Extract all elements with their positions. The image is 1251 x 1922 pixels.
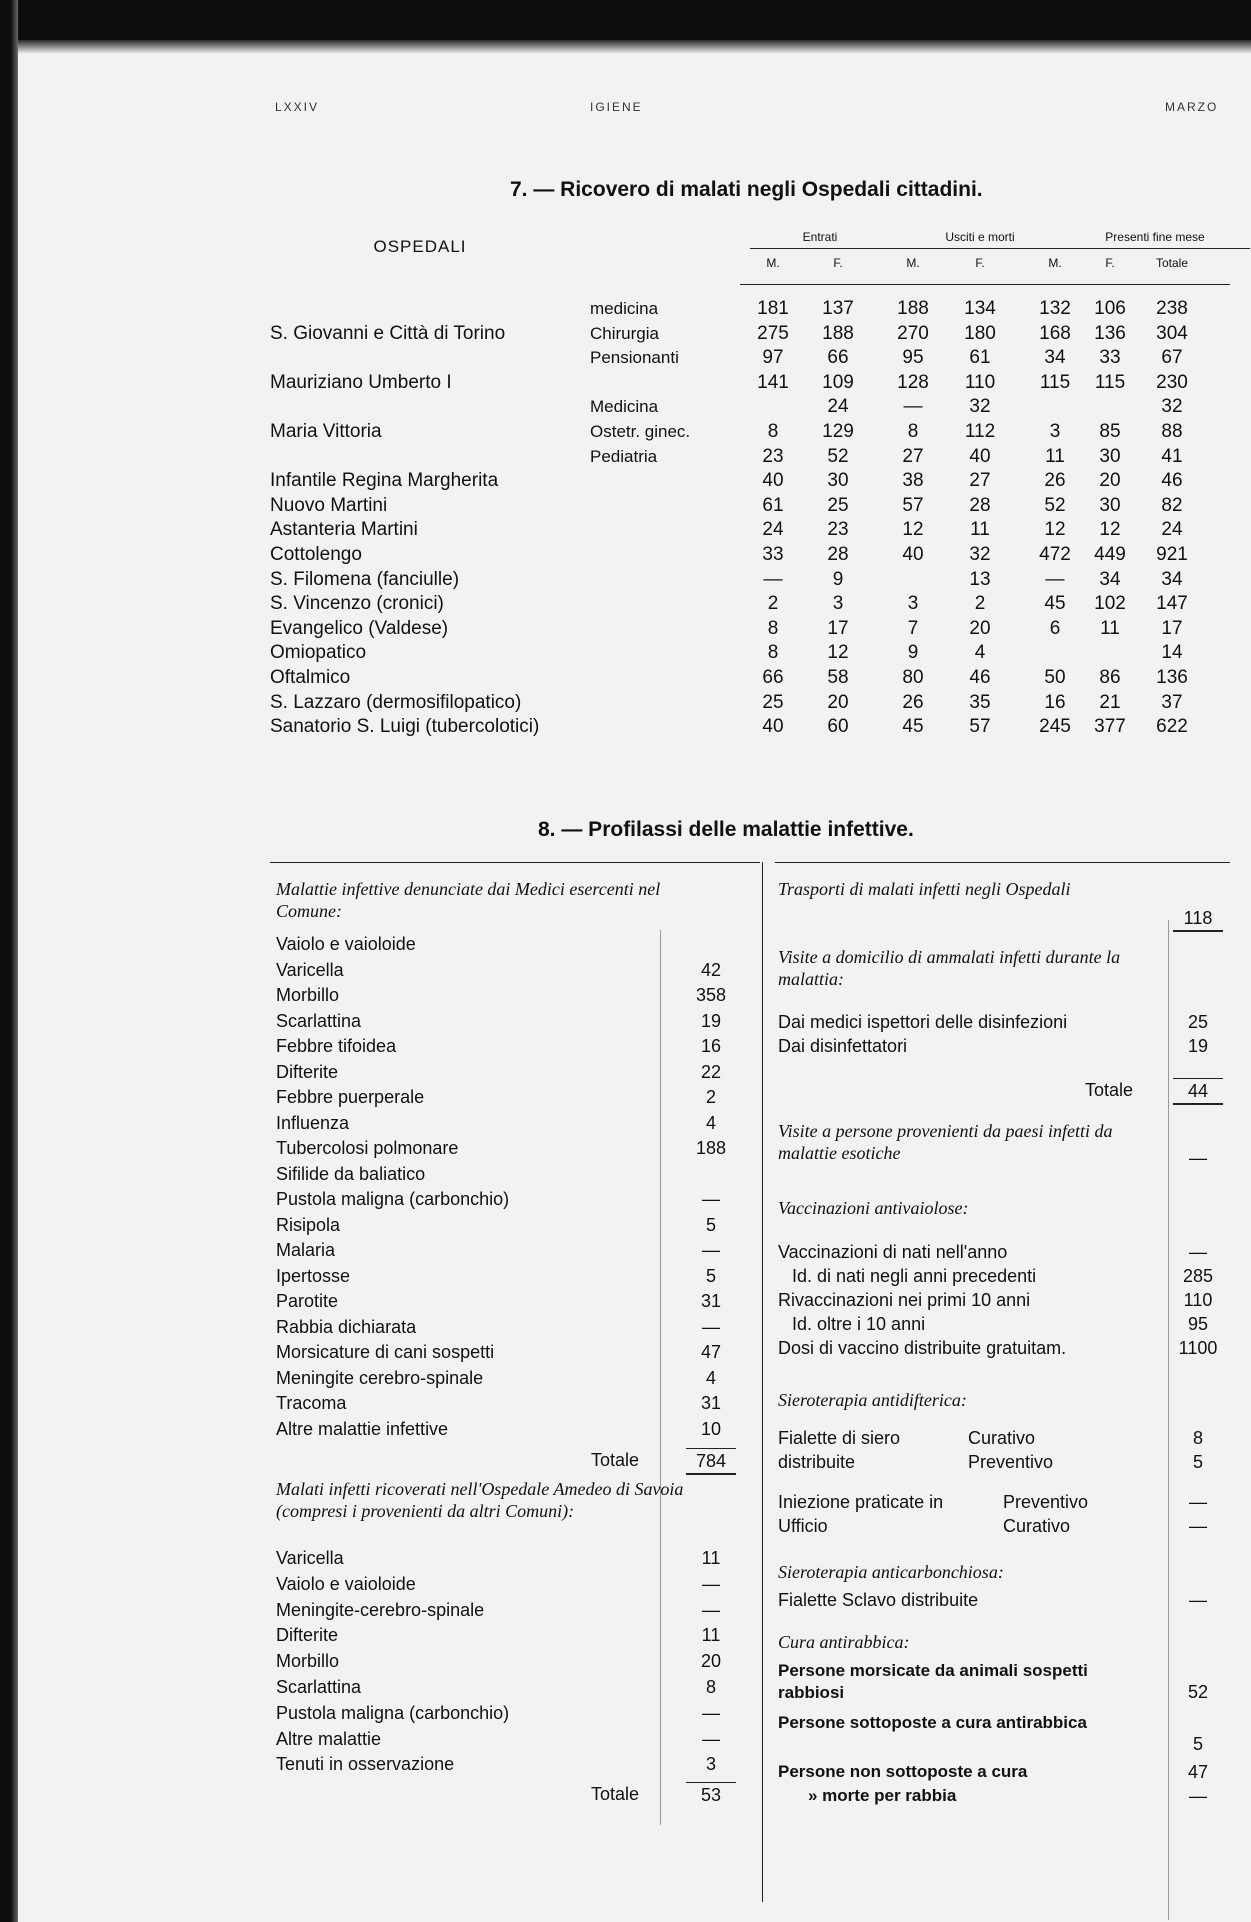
rabb1-label: Persone morsicate da animali sospetti rabbiosi bbox=[778, 1661, 1088, 1702]
hospital-cell: 40 bbox=[902, 544, 924, 565]
hospital-cell: 106 bbox=[1094, 298, 1126, 319]
hospital-row bbox=[270, 296, 1230, 321]
hospital-cell: 60 bbox=[827, 716, 849, 738]
hospital-cell: 25 bbox=[827, 494, 849, 516]
disease-value: 42 bbox=[700, 959, 722, 980]
hospital-cell: 35 bbox=[969, 691, 991, 713]
disease-label: Meningite-cerebro-spinale bbox=[276, 1599, 485, 1620]
disease-label: Morsicature di cani sospetti bbox=[276, 1342, 495, 1362]
hospital-cell: 45 bbox=[1044, 593, 1066, 615]
hospital-cell: 41 bbox=[1161, 445, 1183, 467]
sub-m-3: M. bbox=[1048, 256, 1062, 270]
hospital-cell: 52 bbox=[827, 445, 849, 467]
disease-value: — bbox=[702, 1728, 720, 1749]
hospital-cell: 95 bbox=[902, 347, 924, 369]
disease-label: Ipertosse bbox=[276, 1265, 351, 1286]
hospital-row bbox=[270, 640, 1230, 665]
hospital-cell: 275 bbox=[757, 322, 789, 344]
hospital-cell: 32 bbox=[969, 544, 991, 565]
inj-prev-label: Preventivo bbox=[1003, 1492, 1089, 1512]
total1-label: Totale bbox=[591, 1450, 640, 1470]
vacc4-value: 95 bbox=[1187, 1314, 1209, 1334]
hospital-cell: 230 bbox=[1156, 371, 1188, 393]
hospital-row bbox=[270, 517, 1230, 542]
curativo-label: Curativo bbox=[968, 1428, 1036, 1448]
disease-label: Tenuti in osservazione bbox=[276, 1754, 455, 1775]
disease-value: 188 bbox=[695, 1138, 727, 1158]
preventivo-label: Preventivo bbox=[968, 1452, 1054, 1472]
hospital-cell: 12 bbox=[1099, 519, 1121, 541]
disease-label: Febbre tifoidea bbox=[276, 1036, 397, 1056]
sub-m-2: M. bbox=[906, 256, 920, 270]
hospital-cell: 34 bbox=[1099, 568, 1121, 590]
vacc5-label: Dosi di vaccino distribuite gratuitam. bbox=[778, 1338, 1067, 1358]
hospital-cell: 188 bbox=[822, 322, 854, 344]
hospital-cell: 14 bbox=[1161, 642, 1183, 664]
disease-label: Varicella bbox=[276, 959, 344, 980]
hospital-name: Omiopatico bbox=[270, 642, 367, 664]
vacc1-label: Vaccinazioni di nati nell'anno bbox=[778, 1242, 1008, 1262]
disease-value: 10 bbox=[700, 1418, 722, 1439]
hospital-cell: 168 bbox=[1039, 322, 1071, 344]
hospital-cell: 61 bbox=[969, 347, 991, 369]
hospital-cell: 3 bbox=[832, 593, 844, 615]
hospital-cell: 102 bbox=[1094, 593, 1126, 615]
hospital-cell: 2 bbox=[767, 593, 779, 615]
hospital-cell: 58 bbox=[827, 667, 849, 688]
disease-label: Altre malattie infettive bbox=[276, 1418, 449, 1439]
hospital-cell: 66 bbox=[762, 667, 784, 688]
scan-left-border bbox=[0, 0, 18, 1922]
hospital-cell: 6 bbox=[1049, 617, 1061, 639]
hospital-cell: 24 bbox=[1161, 519, 1183, 541]
disease-label: Pustola maligna (carbonchio) bbox=[276, 1189, 510, 1209]
hospital-name: Infantile Regina Margherita bbox=[270, 470, 499, 492]
hospital-cell: 449 bbox=[1094, 544, 1126, 565]
group-presenti: Presenti fine mese bbox=[1105, 230, 1205, 244]
section7-title: 7. — Ricovero di malati negli Ospedali cittadini. bbox=[510, 178, 983, 201]
hospital-cell: 17 bbox=[1161, 617, 1183, 639]
disease-label: Tubercolosi polmonare bbox=[276, 1138, 459, 1158]
disease-value: 22 bbox=[700, 1061, 722, 1082]
rabb2-value: 5 bbox=[1192, 1734, 1203, 1754]
hospital-cell: 34 bbox=[1044, 347, 1066, 369]
disease-value: 3 bbox=[705, 1754, 716, 1775]
hospital-cell: 30 bbox=[827, 470, 849, 492]
hospital-cell: 147 bbox=[1156, 593, 1188, 615]
disease-label: Febbre puerperale bbox=[276, 1087, 425, 1107]
hospital-cell: 3 bbox=[1049, 421, 1061, 442]
hospital-cell: 11 bbox=[1045, 445, 1065, 467]
vacc1-value: — bbox=[1189, 1242, 1207, 1262]
hospital-name: Astanteria Martini bbox=[270, 519, 418, 541]
hospital-cell: 11 bbox=[970, 519, 990, 541]
disease-label: Altre malattie bbox=[276, 1728, 382, 1749]
disease-label: Difterite bbox=[276, 1061, 339, 1082]
hospital-row bbox=[270, 616, 1230, 641]
total2-value: 53 bbox=[686, 1782, 736, 1807]
hospital-ward: Ostetr. ginec. bbox=[590, 422, 691, 441]
disease-label: Malaria bbox=[276, 1240, 336, 1260]
hospital-cell: 27 bbox=[902, 445, 924, 467]
hospital-cell: 50 bbox=[1044, 667, 1066, 688]
carb-head: Sieroterapia anticarbonchiosa: bbox=[778, 1562, 1004, 1582]
hospital-cell: 27 bbox=[969, 470, 991, 492]
sub-f-2: F. bbox=[975, 256, 985, 270]
hospital-cell: 67 bbox=[1161, 347, 1183, 369]
vacc2-value: 285 bbox=[1182, 1266, 1214, 1286]
hospital-cell: 8 bbox=[767, 642, 779, 664]
disease-value: 16 bbox=[700, 1036, 722, 1056]
hospital-cell: 24 bbox=[827, 396, 849, 418]
hospital-cell: 30 bbox=[1099, 494, 1121, 516]
preventivo-value: 5 bbox=[1192, 1452, 1203, 1472]
disease-label: Meningite cerebro-spinale bbox=[276, 1367, 484, 1388]
vacc5-value: 1100 bbox=[1178, 1338, 1218, 1358]
hospital-cell: 40 bbox=[762, 470, 784, 492]
hospital-cell: 32 bbox=[969, 396, 991, 418]
disease-label: Pustola maligna (carbonchio) bbox=[276, 1702, 510, 1723]
hospital-cell: 12 bbox=[902, 519, 924, 541]
hospital-cell: 115 bbox=[1039, 371, 1071, 393]
disease-value: 19 bbox=[700, 1010, 722, 1031]
fialette-label: Fialette di siero distribuite bbox=[778, 1428, 901, 1472]
disease-label: Influenza bbox=[276, 1112, 350, 1133]
hospital-cell: 26 bbox=[1044, 470, 1066, 492]
disease-label: Sifilide da baliatico bbox=[276, 1163, 426, 1184]
disease-label: Scarlattina bbox=[276, 1677, 362, 1697]
hospital-cell: 33 bbox=[762, 544, 784, 565]
disease-value: 8 bbox=[705, 1677, 716, 1697]
trasporti-value: 118 bbox=[1173, 906, 1223, 932]
hospital-name: Oftalmico bbox=[270, 667, 351, 688]
hospital-cell: — bbox=[903, 396, 923, 418]
hospital-cell: 377 bbox=[1094, 716, 1126, 738]
hospital-cell: 28 bbox=[969, 494, 991, 516]
hospital-cell: 34 bbox=[1161, 568, 1183, 590]
hospital-row bbox=[270, 444, 1230, 469]
disease-label: Vaiolo e vaioloide bbox=[276, 1573, 416, 1594]
hospital-cell: 88 bbox=[1161, 421, 1183, 442]
hospital-cell: 110 bbox=[964, 371, 996, 393]
hospital-cell: 80 bbox=[902, 667, 924, 688]
hospital-cell: 26 bbox=[902, 691, 924, 713]
disease-label: Morbillo bbox=[276, 985, 340, 1005]
hospital-cell: 38 bbox=[902, 470, 924, 492]
hospital-row bbox=[270, 370, 1230, 395]
hospital-cell: 46 bbox=[1161, 470, 1183, 492]
disease-label: Morbillo bbox=[276, 1651, 340, 1672]
disease-value: — bbox=[702, 1240, 720, 1260]
hospital-row bbox=[270, 665, 1230, 690]
esotiche-label: Visite a persone provenienti da paesi infetti da malattie esotiche bbox=[778, 1121, 1113, 1163]
hospital-cell: 82 bbox=[1161, 494, 1183, 516]
hospital-cell: 61 bbox=[762, 494, 784, 516]
hospital-cell: 112 bbox=[964, 421, 996, 442]
disease-value: — bbox=[702, 1189, 720, 1209]
total2-label: Totale bbox=[591, 1784, 640, 1804]
hospital-cell: — bbox=[763, 568, 783, 590]
hospital-cell: 16 bbox=[1044, 691, 1066, 713]
hospital-cell: 30 bbox=[1099, 445, 1121, 467]
hospital-cell: 17 bbox=[827, 617, 849, 639]
hospital-row bbox=[270, 714, 1230, 739]
visite1-value: 25 bbox=[1187, 1012, 1209, 1032]
disease-label: Tracoma bbox=[276, 1393, 347, 1413]
hospital-cell: 8 bbox=[907, 421, 919, 442]
col-ospedali: OSPEDALI bbox=[373, 237, 467, 256]
hospital-cell: 181 bbox=[757, 298, 789, 319]
hospital-row bbox=[270, 345, 1230, 370]
hospital-cell: 4 bbox=[974, 642, 986, 664]
esotiche-value: — bbox=[1189, 1148, 1207, 1168]
hospital-ward: medicina bbox=[590, 299, 659, 318]
visite-head: Visite a domicilio di ammalati infetti durante la malattia: bbox=[778, 947, 1121, 989]
hospital-cell: 37 bbox=[1161, 691, 1183, 713]
visite-total-value: 44 bbox=[1173, 1078, 1223, 1105]
hospital-cell: 12 bbox=[827, 642, 849, 664]
hospital-cell: 28 bbox=[827, 544, 849, 565]
disease-value: — bbox=[702, 1316, 720, 1337]
hospital-cell: 188 bbox=[897, 298, 929, 319]
section8-title: 8. — Profilassi delle malattie infettive. bbox=[538, 818, 914, 841]
iniezione-label: Iniezione praticate in Ufficio bbox=[778, 1492, 944, 1536]
inj-cur-label: Curativo bbox=[1003, 1516, 1071, 1536]
scan-top-border bbox=[0, 0, 1251, 40]
hospital-cell: 2 bbox=[974, 593, 986, 615]
hospital-name: Mauriziano Umberto I bbox=[270, 371, 452, 393]
disease-value: 11 bbox=[701, 1625, 721, 1646]
disease-label: Risipola bbox=[276, 1214, 341, 1235]
sub-totale: Totale bbox=[1155, 256, 1189, 270]
hospital-name: Nuovo Martini bbox=[270, 494, 388, 516]
disease-value: 47 bbox=[700, 1342, 722, 1362]
hospital-cell: 66 bbox=[827, 347, 849, 369]
disease-value: 5 bbox=[705, 1214, 716, 1235]
hospital-cell: 85 bbox=[1099, 421, 1121, 442]
hospital-cell: 129 bbox=[822, 421, 854, 442]
hospital-cell: 109 bbox=[822, 371, 854, 393]
sub-m-1: M. bbox=[766, 256, 780, 270]
siero-head: Sieroterapia antidifterica: bbox=[778, 1390, 967, 1410]
hospital-ward: Medicina bbox=[590, 397, 659, 417]
hospital-cell: 40 bbox=[762, 716, 784, 738]
hospital-name: S. Filomena (fanciulle) bbox=[270, 568, 460, 590]
hospital-cell: 97 bbox=[762, 347, 784, 369]
hospital-cell: 32 bbox=[1161, 396, 1183, 418]
vacc4-label: Id. oltre i 10 anni bbox=[792, 1314, 926, 1334]
left-head2: Malati infetti ricoverati nell'Ospedale Amedeo di Savoia (compresi i provenienti da altri Comuni): bbox=[276, 1479, 684, 1521]
rabb2-label: Persone sottoposte a cura antirabbica bbox=[778, 1713, 1087, 1732]
hospital-name: Evangelico (Valdese) bbox=[270, 617, 449, 639]
hospital-cell: 472 bbox=[1039, 544, 1071, 565]
hospital-cell: 3 bbox=[907, 593, 919, 615]
hospital-cell: 115 bbox=[1094, 371, 1126, 393]
inj-prev-value: — bbox=[1189, 1492, 1207, 1512]
curativo-value: 8 bbox=[1192, 1428, 1203, 1448]
hospital-cell: 23 bbox=[827, 519, 849, 541]
rabb4-label: » morte per rabbia bbox=[808, 1786, 957, 1805]
hospital-cell: 134 bbox=[964, 298, 996, 319]
visite2-value: 19 bbox=[1187, 1036, 1209, 1056]
visite2-label: Dai disinfettatori bbox=[778, 1036, 908, 1056]
hospital-cell: 8 bbox=[767, 421, 779, 442]
hospital-cell: 136 bbox=[1094, 322, 1126, 344]
hospital-cell: — bbox=[1045, 568, 1065, 590]
hospital-row bbox=[270, 591, 1230, 616]
hospital-name: S. Giovanni e Città di Torino bbox=[270, 322, 506, 344]
visite-total-label: Totale bbox=[1085, 1080, 1134, 1100]
sclavo-label: Fialette Sclavo distribuite bbox=[778, 1590, 979, 1610]
hospital-cell: 136 bbox=[1156, 667, 1188, 688]
rabb-head: Cura antirabbica: bbox=[778, 1632, 910, 1652]
page-number: LXXIV bbox=[275, 100, 320, 114]
hospital-name: S. Lazzaro (dermosifilopatico) bbox=[270, 691, 522, 713]
group-usciti: Usciti e morti bbox=[945, 230, 1015, 244]
sclavo-value: — bbox=[1189, 1590, 1207, 1610]
hospital-cell: 57 bbox=[969, 716, 991, 738]
rabb3-label: Persone non sottoposte a cura bbox=[778, 1762, 1028, 1781]
hospital-cell: 24 bbox=[762, 519, 784, 541]
group-entrati: Entrati bbox=[802, 230, 838, 244]
hospital-name: Cottolengo bbox=[270, 544, 362, 565]
hospital-ward: Pediatria bbox=[590, 446, 658, 466]
rabb4-value: — bbox=[1189, 1786, 1207, 1806]
hospital-row bbox=[270, 493, 1230, 518]
left-head1: Malattie infettive denunciate dai Medici esercenti nel Comune: bbox=[276, 879, 661, 921]
disease-label: Scarlattina bbox=[276, 1010, 362, 1031]
visite1-label: Dai medici ispettori delle disinfezioni bbox=[778, 1012, 1068, 1032]
running-title: IGIENE bbox=[590, 100, 643, 114]
hospital-row bbox=[270, 690, 1230, 715]
hospital-cell: 304 bbox=[1156, 322, 1188, 344]
hospital-ward: Chirurgia bbox=[590, 323, 659, 343]
disease-value: 4 bbox=[705, 1367, 716, 1388]
disease-value: 31 bbox=[700, 1393, 722, 1413]
disease-value: 4 bbox=[705, 1112, 716, 1133]
inj-cur-value: — bbox=[1189, 1516, 1207, 1536]
hospital-row bbox=[270, 419, 1230, 444]
hospital-cell: 45 bbox=[902, 716, 924, 738]
hospital-cell: 13 bbox=[969, 568, 991, 590]
hospital-cell: 25 bbox=[762, 691, 784, 713]
hospital-cell: 20 bbox=[827, 691, 849, 713]
rabb3-value: 47 bbox=[1187, 1762, 1209, 1782]
hospital-cell: 137 bbox=[822, 298, 854, 319]
hospital-cell: 8 bbox=[767, 617, 779, 639]
trasporti-label: Trasporti di malati infetti negli Ospedali bbox=[778, 879, 1071, 899]
hospital-cell: 20 bbox=[1099, 470, 1121, 492]
disease-value: — bbox=[702, 1599, 720, 1620]
hospital-row bbox=[270, 321, 1230, 346]
hospital-cell: 622 bbox=[1156, 716, 1188, 738]
sub-f-1: F. bbox=[833, 256, 843, 270]
disease-value: — bbox=[702, 1702, 720, 1723]
hospital-name: Maria Vittoria bbox=[270, 421, 382, 442]
vacc3-value: 110 bbox=[1183, 1290, 1213, 1310]
hospital-cell: 9 bbox=[907, 642, 919, 664]
running-month: MARZO bbox=[1165, 100, 1219, 114]
disease-value: 20 bbox=[700, 1651, 722, 1672]
hospital-cell: 12 bbox=[1044, 519, 1066, 541]
disease-label: Vaiolo e vaioloide bbox=[276, 934, 416, 954]
hospital-cell: 21 bbox=[1099, 691, 1121, 713]
hospital-cell: 46 bbox=[969, 667, 991, 688]
disease-value: 2 bbox=[705, 1087, 716, 1107]
disease-value: 358 bbox=[695, 985, 727, 1005]
hospital-cell: 270 bbox=[897, 322, 929, 344]
hospital-cell: 33 bbox=[1099, 347, 1121, 369]
hospital-cell: 40 bbox=[969, 445, 991, 467]
scan-top-shadow bbox=[0, 40, 1251, 54]
hospital-cell: 20 bbox=[969, 617, 991, 639]
hospital-cell: 86 bbox=[1099, 667, 1121, 688]
disease-label: Rabbia dichiarata bbox=[276, 1316, 417, 1337]
vacc-head: Vaccinazioni antivaiolose: bbox=[778, 1198, 969, 1218]
hospital-cell: 180 bbox=[964, 322, 996, 344]
hospital-cell: 238 bbox=[1156, 298, 1188, 319]
hospital-cell: 132 bbox=[1039, 298, 1071, 319]
disease-value: 5 bbox=[705, 1265, 716, 1286]
disease-value: 11 bbox=[701, 1548, 721, 1568]
rabb1-value: 52 bbox=[1187, 1682, 1209, 1702]
total1-value: 784 bbox=[686, 1448, 736, 1475]
hospital-cell: 141 bbox=[757, 371, 789, 393]
disease-label: Varicella bbox=[276, 1548, 344, 1568]
hospital-row bbox=[270, 542, 1230, 567]
hospital-cell: 57 bbox=[902, 494, 924, 516]
vacc2-label: Id. di nati negli anni precedenti bbox=[792, 1266, 1037, 1286]
vacc3-label: Rivaccinazioni nei primi 10 anni bbox=[778, 1290, 1031, 1310]
hospital-name: Sanatorio S. Luigi (tubercolotici) bbox=[270, 716, 540, 738]
hospital-ward: Pensionanti bbox=[590, 348, 679, 368]
hospital-row bbox=[270, 468, 1230, 493]
disease-value: 31 bbox=[700, 1291, 722, 1311]
hospital-cell: 11 bbox=[1100, 617, 1120, 639]
hospital-cell: 921 bbox=[1156, 544, 1188, 565]
hospital-row bbox=[270, 394, 1230, 419]
hospital-row bbox=[270, 567, 1230, 592]
sub-f-3: F. bbox=[1105, 256, 1115, 270]
hospital-cell: 128 bbox=[897, 371, 929, 393]
hospital-cell: 245 bbox=[1039, 716, 1071, 738]
hospital-name: S. Vincenzo (cronici) bbox=[270, 593, 444, 615]
disease-value: — bbox=[702, 1573, 720, 1594]
hospital-cell: 52 bbox=[1044, 494, 1066, 516]
hospital-cell: 9 bbox=[832, 568, 844, 590]
hospital-cell: 7 bbox=[907, 617, 919, 639]
disease-label: Difterite bbox=[276, 1625, 339, 1646]
hospital-cell: 23 bbox=[762, 445, 784, 467]
disease-label: Parotite bbox=[276, 1291, 339, 1311]
